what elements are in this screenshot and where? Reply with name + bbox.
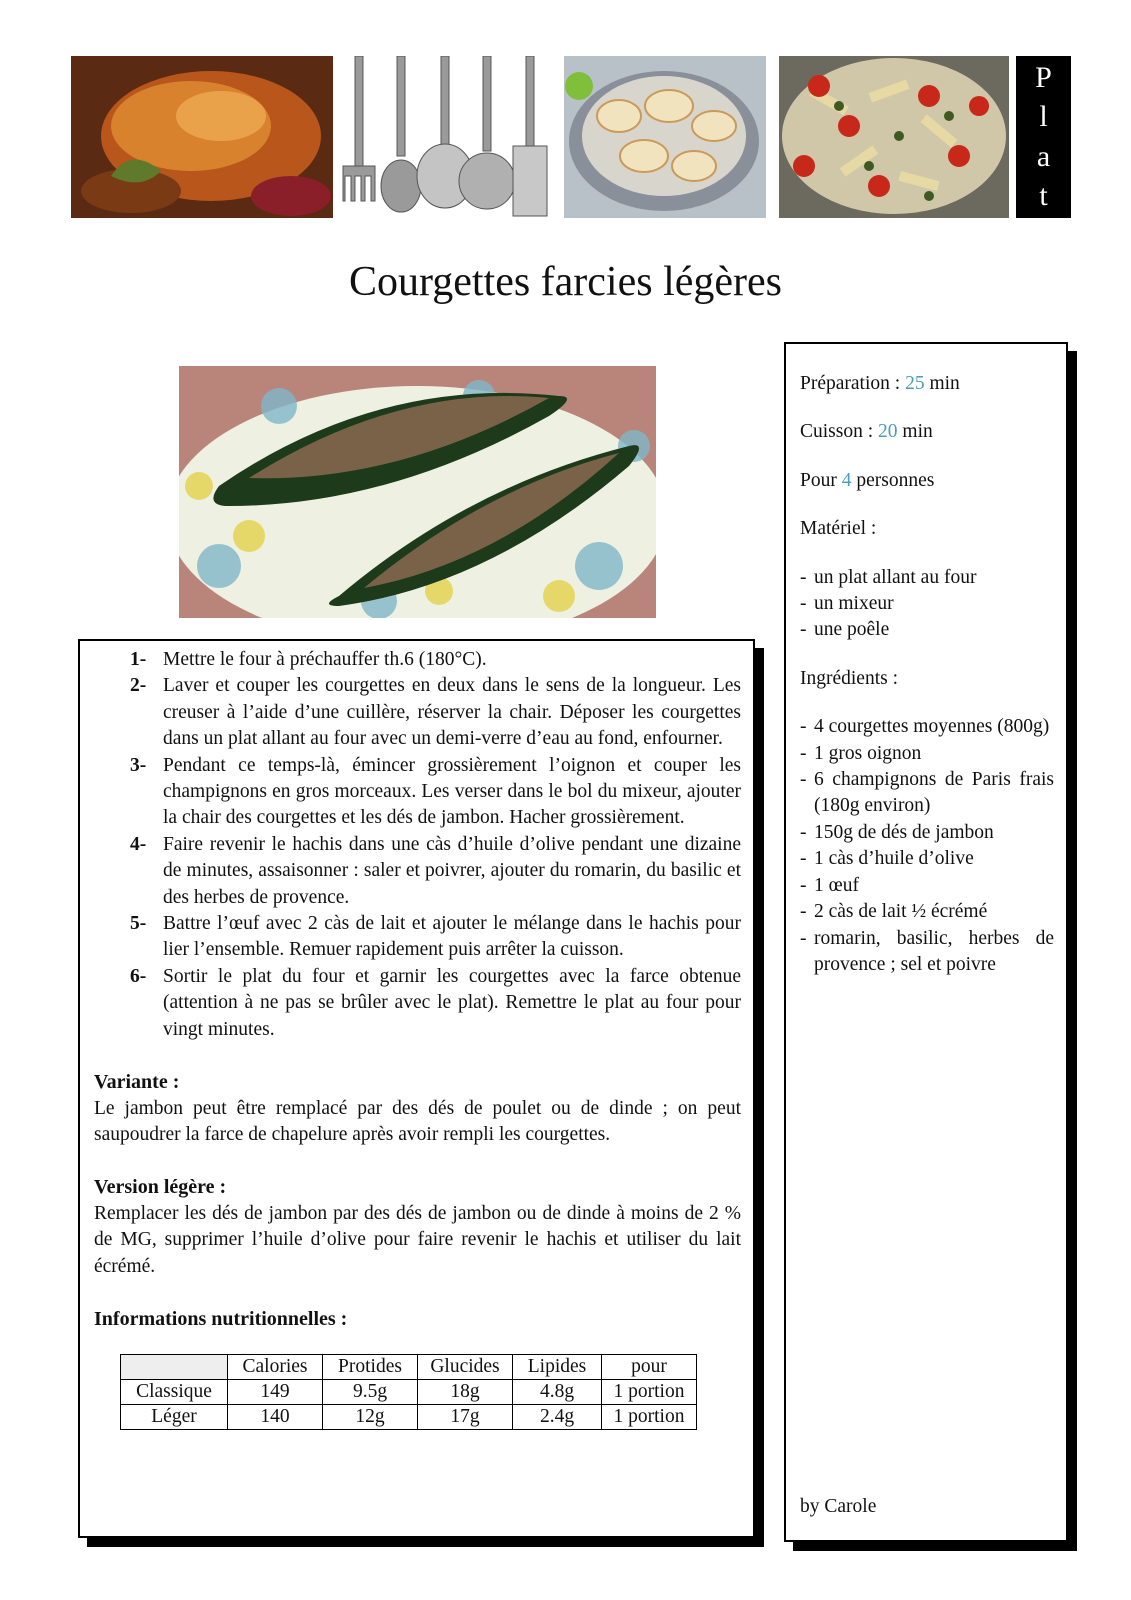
table-cell: 17g bbox=[418, 1405, 513, 1430]
step-number: 6- bbox=[130, 965, 147, 987]
table-cell: 1 portion bbox=[602, 1380, 697, 1405]
light-version-text: Remplacer les dés de jambon par des dés de jambon ou de dinde à moins de 2 % de MG, supprimer l’huile d’olive pour faire revenir le hachis et utiliser du lait écrémé. bbox=[94, 1202, 741, 1277]
stuffed-zucchini-photo bbox=[179, 366, 656, 618]
variante-heading: Variante : bbox=[94, 1071, 180, 1094]
table-row bbox=[121, 1380, 697, 1405]
step-number: 2- bbox=[130, 675, 147, 697]
step-item bbox=[94, 753, 741, 832]
column-header: Glucides bbox=[418, 1355, 513, 1380]
table-cell: 12g bbox=[323, 1405, 418, 1430]
step-item bbox=[94, 911, 741, 964]
category-letter: a bbox=[1036, 139, 1051, 173]
equipment-heading: Matériel : bbox=[800, 518, 877, 540]
list-item: - 1 œuf bbox=[800, 873, 1054, 899]
equipment-list bbox=[800, 565, 1054, 644]
list-item: - 150g de dés de jambon bbox=[800, 820, 1054, 846]
prep-unit: min bbox=[924, 373, 960, 394]
table-cell: 18g bbox=[418, 1380, 513, 1405]
kitchen-utensils-photo bbox=[341, 56, 556, 218]
servings-prefix: Pour bbox=[800, 469, 842, 491]
prep-value: 25 bbox=[905, 373, 925, 394]
column-header: Calories bbox=[228, 1355, 323, 1380]
list-item: - 6 champignons de Paris frais (180g environ) bbox=[800, 767, 1054, 820]
list-item: - 1 gros oignon bbox=[800, 741, 1054, 767]
table-row bbox=[121, 1405, 697, 1430]
prep-label: Préparation : bbox=[800, 373, 906, 394]
row-label: Léger bbox=[121, 1405, 228, 1430]
table-cell: 140 bbox=[228, 1405, 323, 1430]
table-cell: 4.8g bbox=[513, 1380, 602, 1405]
cook-label: Cuisson : bbox=[800, 421, 879, 443]
step-number: 1- bbox=[130, 649, 147, 670]
roast-chicken-photo bbox=[71, 56, 333, 218]
category-letter: P bbox=[1035, 61, 1052, 95]
servings-value: 4 bbox=[841, 469, 852, 491]
table-cell: 2.4g bbox=[513, 1405, 602, 1430]
nutrition-table bbox=[120, 1354, 697, 1430]
step-text: Battre l’œuf avec 2 càs de lait et ajouter le mélange dans le hachis pour lier l’ensemble. Remuer rapidement puis arrêter la cuisson. bbox=[163, 913, 741, 961]
nutrition-heading: Informations nutritionnelles : bbox=[94, 1307, 348, 1330]
recipe-title: Courgettes farcies légères bbox=[348, 259, 783, 305]
list-item: - romarin, basilic, herbes de provence ; sel et poivre bbox=[800, 926, 1054, 979]
list-item: - un mixeur bbox=[800, 591, 1054, 617]
step-text: Sortir le plat du four et garnir les courgettes avec la farce obtenue (attention à ne pas se brûler avec le plat). Remettre le plat au four pour vingt minutes. bbox=[163, 965, 741, 1040]
variante-text: Le jambon peut être remplacé par des dés de poulet ou de dinde ; on peut saupoudrer la farce de chapelure après avoir rempli les courgettes. bbox=[94, 1097, 741, 1145]
prep-time bbox=[800, 371, 1054, 397]
list-item: - 4 courgettes moyennes (800g) bbox=[800, 714, 1054, 740]
step-text: Laver et couper les courgettes en deux dans le sens de la longueur. Les creuser à l’aide d’une cuillère, réserver la chair. Déposer les courgettes dans un plat allant au four avec un demi-verre d’eau au fond, enfourner. bbox=[163, 675, 741, 750]
step-item bbox=[94, 647, 741, 673]
table-header-row bbox=[121, 1355, 697, 1380]
step-text: Pendant ce temps-là, émincer grossièrement l’oignon et couper les champignons en gros morceaux. Les verser dans le bol du mixeur, ajouter la chair des courgettes et les dés de jambon. Hacher grossièrement. bbox=[163, 754, 741, 829]
step-text: Mettre le four à préchauffer th.6 (180°C). bbox=[163, 649, 487, 670]
step-number: 5- bbox=[130, 913, 147, 935]
ingredients-heading: Ingrédients : bbox=[800, 667, 899, 689]
table-cell: 1 portion bbox=[602, 1405, 697, 1430]
step-item bbox=[94, 673, 741, 752]
cook-value: 20 bbox=[878, 421, 898, 443]
column-header: Lipides bbox=[513, 1355, 602, 1380]
step-number: 3- bbox=[130, 754, 147, 776]
cook-time bbox=[800, 419, 1054, 445]
instructions-panel bbox=[78, 639, 755, 1538]
header-banner bbox=[71, 56, 1071, 218]
cook-unit: min bbox=[897, 421, 933, 443]
category-letter: t bbox=[1039, 178, 1048, 212]
recipe-info-panel bbox=[784, 342, 1068, 1542]
category-tab bbox=[1016, 56, 1071, 218]
step-item bbox=[94, 964, 741, 1043]
column-header: Protides bbox=[323, 1355, 418, 1380]
step-text: Faire revenir le hachis dans une càs d’huile d’olive pendant une dizaine de minutes, assaisonner : saler et poivrer, ajouter du romarin, du basilic et des herbes de provence. bbox=[163, 833, 741, 908]
light-version-heading: Version légère : bbox=[94, 1176, 227, 1199]
table-cell: 149 bbox=[228, 1380, 323, 1405]
list-item: - une poêle bbox=[800, 617, 1054, 643]
step-item bbox=[94, 832, 741, 911]
list-item: - un plat allant au four bbox=[800, 565, 1054, 591]
step-number: 4- bbox=[130, 833, 147, 855]
author-byline: by Carole bbox=[800, 1496, 877, 1517]
table-cell: 9.5g bbox=[323, 1380, 418, 1405]
list-item: - 2 càs de lait ½ écrémé bbox=[800, 899, 1054, 925]
fried-shrimp-photo bbox=[564, 56, 766, 218]
pasta-tomatoes-photo bbox=[779, 56, 1009, 218]
servings bbox=[800, 468, 1054, 494]
category-letter: l bbox=[1039, 100, 1048, 134]
list-item: - 1 càs d’huile d’olive bbox=[800, 846, 1054, 872]
table-corner-cell bbox=[121, 1355, 228, 1380]
servings-suffix: personnes bbox=[851, 469, 935, 491]
steps-list bbox=[94, 647, 741, 1043]
row-label: Classique bbox=[121, 1380, 228, 1405]
ingredients-list bbox=[800, 714, 1054, 978]
column-header: pour bbox=[602, 1355, 697, 1380]
